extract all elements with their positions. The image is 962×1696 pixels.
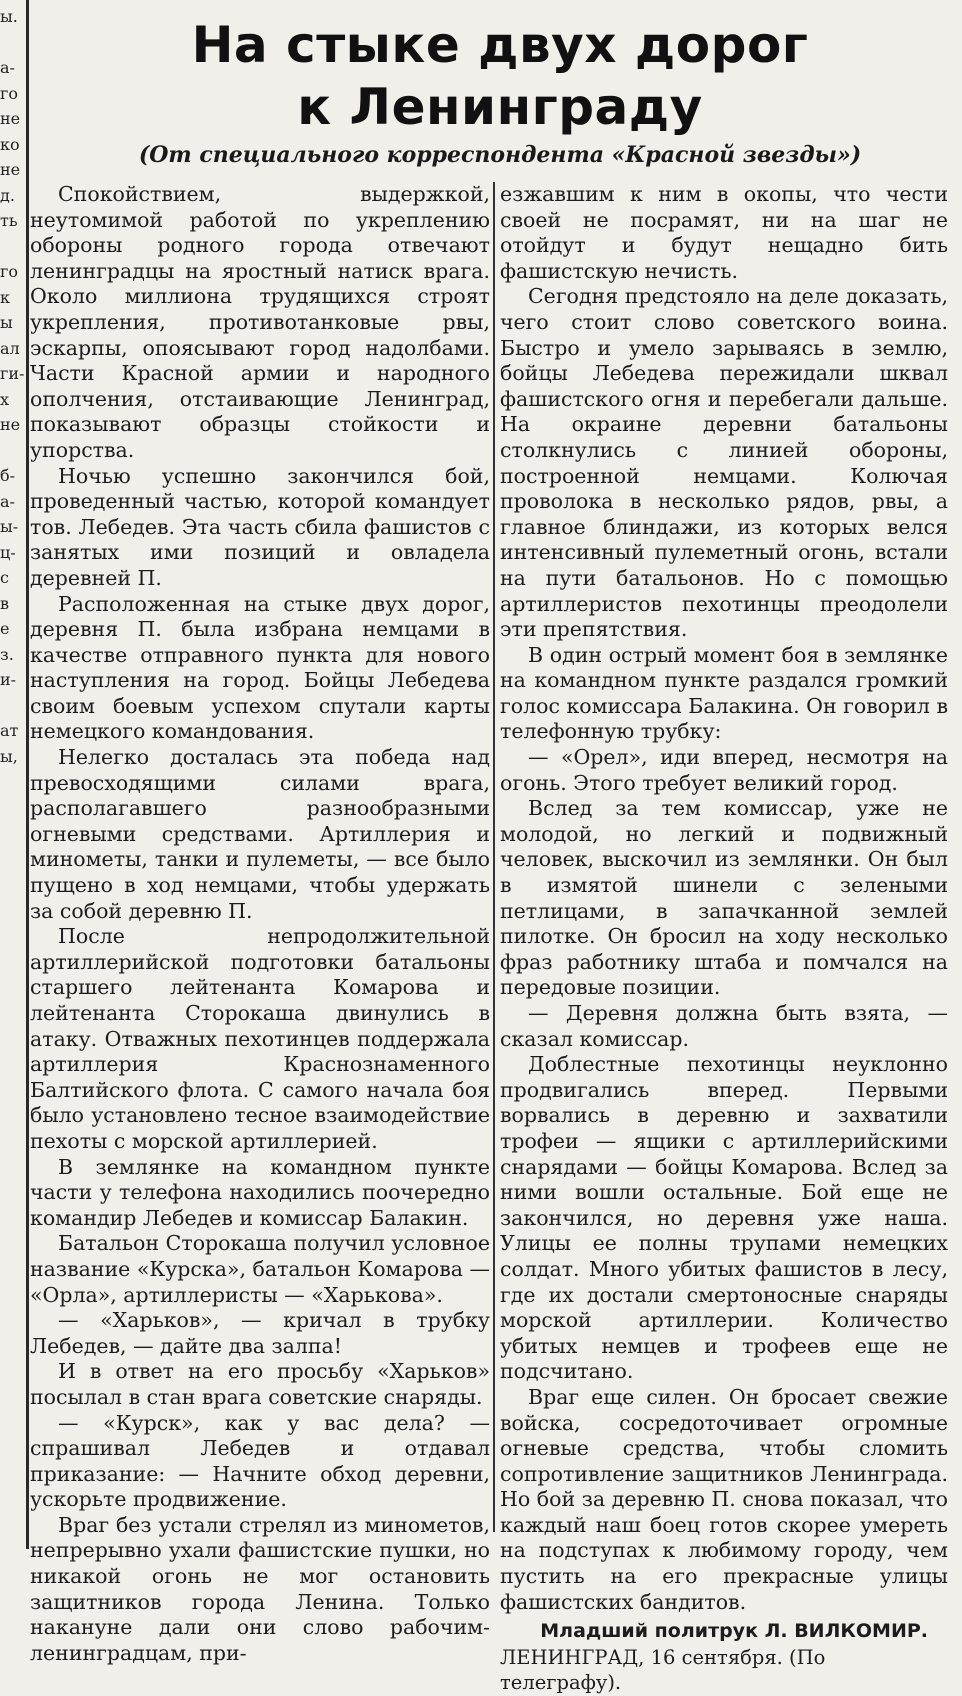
correspondent-subtitle: (От специального корреспондента «Красной звезды») <box>138 142 862 168</box>
paragraph: В один острый момент боя в землянке на командном пункте раздался громкий голос комиссара Балакина. Он говорил в телефонную трубку: <box>500 642 948 744</box>
article-column-left <box>30 182 490 1666</box>
column-divider-left <box>26 0 29 1549</box>
paragraph: И в ответ на его просьбу «Харьков» посылал в стан врага советские снаряды. <box>30 1359 490 1409</box>
paragraph: Доблестные пехотинцы неуклонно продвигались вперед. Первыми ворвались в деревню и захватили трофеи — ящики с артиллерийскими снарядами — бойцы Комарова. Вслед за ними вошли остальные. Бой еще не закончился, но деревня уже наша. Улицы ее полны трупами немецких солдат. Много убитых фашистов в лесу, где их достали смертоносные снаряды морской артиллерии. Количество убитых немцев и трофеев еще не подсчитано. <box>500 1052 948 1384</box>
paragraph: Нелегко досталась эта победа над превосходящими силами врага, располагавшего разнообразными огневыми средствами. Артиллерия и минометы, танки и пулеметы, — все было пущено в ход немцами, чтобы удержать за собой деревню П. <box>30 745 490 923</box>
paragraph: езжавшим к ним в окопы, что чести своей не посрамят, ни на шаг не отойдут и будут нещадно бить фашистскую нечисть. <box>500 182 948 283</box>
paragraph: — «Курск», как у вас дела? — спрашивал Лебедев и отдавал приказание: — Начните обход деревни, ускорьте продвижение. <box>30 1410 490 1512</box>
paragraph: Враг без устали стрелял из минометов, непрерывно ухали фашистские пушки, но никакой огонь не мог остановить защитников города Ленина. Только накануне дали они слово рабочим-ленинградцам, при- <box>30 1512 490 1665</box>
paragraph: — Деревня должна быть взята, — сказал комиссар. <box>500 1001 948 1051</box>
paragraph: Спокойствием, выдержкой, неутомимой работой по укреплению обороны родного города отвечают ленинградцы на яростный натиск врага. Около миллиона трудящихся строят укрепления, противотанковые рвы, эскарпы, опоясывают город надолбами. Части Красной армии и народного ополчения, отстаивающие Ленинград, показывают образцы стойкости и упорства. <box>30 182 490 462</box>
adjacent-article-fragment: ы. а- го не ко не д. ть го к ы ал ги- х не б- а- ы- ц- с в е з. и- ат ы, <box>0 7 24 766</box>
paragraph: Враг еще силен. Он бросает свежие войска, сосредоточивает огромные огневые средства, чтобы сломить сопротивление защитников Ленинграда. Но бой за деревню П. снова показал, что каждый наш боец готов скорее умереть на подступах к любимому городу, чем пустить на его прекрасные улицы фашистских бандитов. <box>500 1384 948 1614</box>
paragraph: — «Орел», иди вперед, несмотря на огонь. Этого требует великий город. <box>500 745 948 795</box>
headline-line-2: к Ленинграду <box>297 78 703 136</box>
article-column-right <box>500 182 948 1696</box>
paragraph: Ночью успешно закончился бой, проведенный частью, которой командует тов. Лебедев. Эта часть сбила фашистов с занятых ими позиций и овладела деревней П. <box>30 463 490 590</box>
paragraph: — «Харьков», — кричал в трубку Лебедев, — дайте два залпа! <box>30 1308 490 1358</box>
paragraph: Расположенная на стыке двух дорог, деревня П. была избрана немцами в качестве отправного пункта для нового наступления на город. Бойцы Лебедева своим боевым успехом спутали карты немецкого командования. <box>30 591 490 744</box>
paragraph: Батальон Сторокаша получил условное название «Курска», батальон Комарова — «Орла», артиллеристы — «Харькова». <box>30 1231 490 1307</box>
paragraph: В землянке на командном пункте части у телефона находились поочередно командир Лебедев и комиссар Балакин. <box>30 1154 490 1230</box>
paragraph: Вслед за тем комиссар, уже не молодой, но легкий и подвижный человек, выскочил из землянки. Он был в измятой шинели с зелеными петлицами, в запачканной землей пилотке. Он бросил на ходу несколько фраз работнику штаба и помчался на передовые позиции. <box>500 796 948 1000</box>
paragraph: После непродолжительной артиллерийской подготовки батальоны старшего лейтенанта Комарова и лейтенанта Сторокаша двинулись в атаку. Отважных пехотинцев поддержала артиллерия Краснознаменного Балтийского флота. С самого начала боя было установлено тесное взаимодействие пехоты с морской артиллерией. <box>30 924 490 1153</box>
dateline: ЛЕНИНГРАД, 16 сентября. (По телеграфу). <box>500 1645 826 1695</box>
headline-line-1: На стыке двух дорог <box>191 16 809 74</box>
paragraph: Сегодня предстояло на деле доказать, чего стоит слово советского воина. Быстро и умело зарываясь в землю, бойцы Лебедева пережидали шквал фашистского огня и перебегали дальше. На окраине деревни батальоны столкнулись с линией обороны, построенной немцами. Колючая проволока в несколько рядов, рвы, а главное блиндажи, из которых велся интенсивный пулеметный огонь, встали на пути батальонов. Но с помощью артиллеристов пехотинцы преодолели эти препятствия. <box>500 284 948 642</box>
author-signature: Младший политрук Л. ВИЛКОМИР. <box>540 1620 928 1643</box>
headline <box>60 14 940 138</box>
column-divider <box>493 182 495 1532</box>
